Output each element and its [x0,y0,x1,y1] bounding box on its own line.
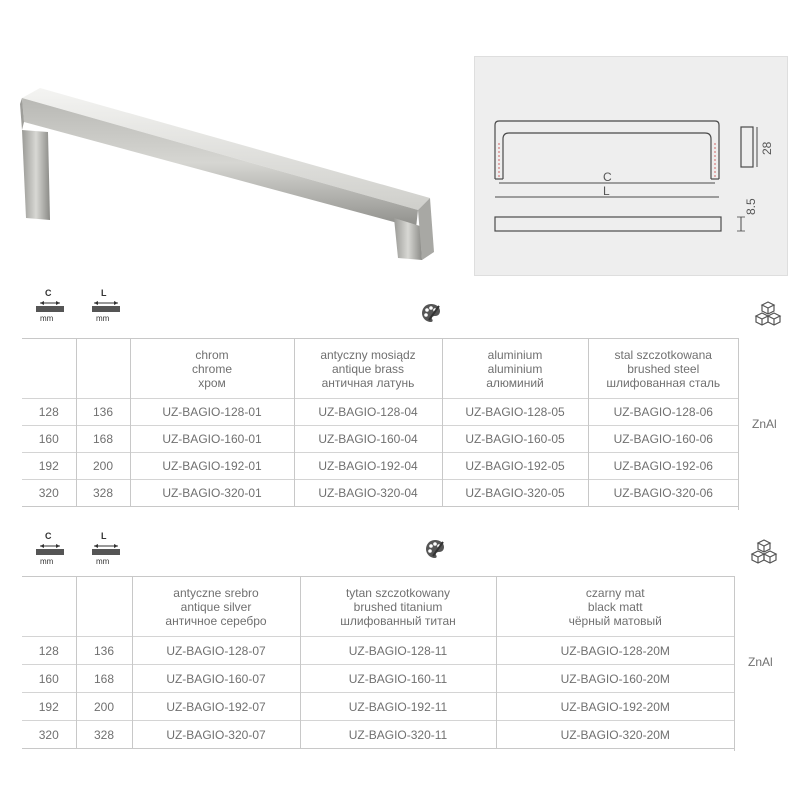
table-row: 160 168 UZ-BAGIO-160-07 UZ-BAGIO-160-11 UZ-BAGIO-160-20M [22,665,734,693]
material-divider [734,576,735,751]
cubes-icon [750,538,778,566]
finish-header: antyczne srebro antique silver античное серебро [132,577,300,637]
table-header-row [22,339,738,399]
palette-icon [424,538,446,560]
table-row: 160 168 UZ-BAGIO-160-01 UZ-BAGIO-160-04 UZ-BAGIO-160-05 UZ-BAGIO-160-06 [22,426,738,453]
product-photo [10,70,450,280]
finish-header: tytan szczotkowany brushed titanium шлифованный титан [300,577,496,637]
finish-header: antyczny mosiądz antique brass античная латунь [294,339,442,399]
dim-height-label: 28 [760,141,774,155]
cubes-icon [754,300,782,328]
material-label: ZnAl [752,417,777,431]
l-dimension-icon: L mm [90,287,124,325]
dim-l-label: L [603,184,610,198]
table-header-row [22,577,734,637]
c-dimension-icon: C mm [34,287,68,325]
header-l-cell [76,577,132,637]
finish-header: czarny mat black matt чёрный матовый [496,577,734,637]
table-row: 128 136 UZ-BAGIO-128-07 UZ-BAGIO-128-11 UZ-BAGIO-128-20M [22,637,734,665]
table-row: 192 200 UZ-BAGIO-192-07 UZ-BAGIO-192-11 UZ-BAGIO-192-20M [22,693,734,721]
l-dimension-icon: L mm [90,530,124,568]
header-l-cell [76,339,130,399]
table-row: 320 328 UZ-BAGIO-320-07 UZ-BAGIO-320-11 UZ-BAGIO-320-20M [22,721,734,749]
spec-table-2 [22,576,734,749]
material-divider [738,338,739,510]
palette-icon [420,302,442,324]
header-c-cell [22,339,76,399]
dim-c-label: C [603,170,612,184]
finish-header: aluminium aluminium алюминий [442,339,588,399]
c-dimension-icon: C mm [34,530,68,568]
material-label: ZnAl [748,655,773,669]
technical-drawing [474,56,788,276]
header-c-cell [22,577,76,637]
table-row: 128 136 UZ-BAGIO-128-01 UZ-BAGIO-128-04 UZ-BAGIO-128-05 UZ-BAGIO-128-06 [22,399,738,426]
finish-header: chrom chrome хром [130,339,294,399]
spec-table-1 [22,338,738,507]
table-row: 320 328 UZ-BAGIO-320-01 UZ-BAGIO-320-04 UZ-BAGIO-320-05 UZ-BAGIO-320-06 [22,480,738,507]
dim-thickness-label: 8.5 [744,198,758,215]
table-row: 192 200 UZ-BAGIO-192-01 UZ-BAGIO-192-04 UZ-BAGIO-192-05 UZ-BAGIO-192-06 [22,453,738,480]
finish-header: stal szczotkowana brushed steel шлифованная сталь [588,339,738,399]
